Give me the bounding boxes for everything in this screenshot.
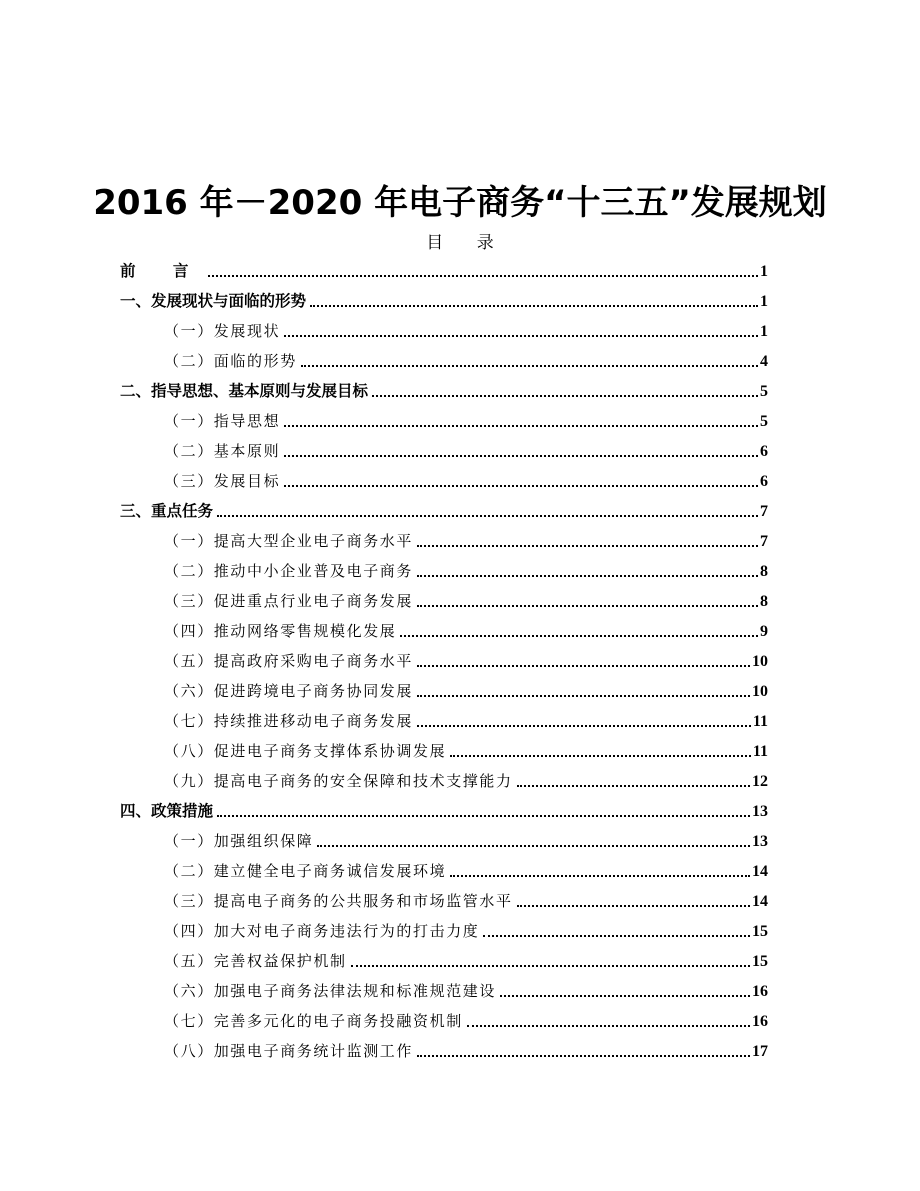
toc-entry[interactable] — [120, 856, 768, 886]
toc-dot-leader — [417, 545, 758, 547]
toc-dot-leader — [301, 365, 758, 367]
toc-entry[interactable] — [120, 736, 768, 766]
toc-entry[interactable] — [120, 616, 768, 646]
toc-entry-page-number: 11 — [752, 743, 768, 760]
toc-entry-label: （一）加强组织保障 — [164, 832, 314, 850]
toc-entry-label: （七）完善多元化的电子商务投融资机制 — [164, 1012, 463, 1030]
toc-entry-page-number: 16 — [752, 1013, 768, 1030]
toc-dot-leader — [351, 965, 750, 967]
toc-entry-page-number: 17 — [752, 1043, 768, 1060]
toc-entry-label: 前 言 — [120, 262, 205, 280]
toc-entry-label: （二）面临的形势 — [164, 352, 297, 370]
toc-entry-page-number: 11 — [752, 713, 768, 730]
toc-entry-page-number: 13 — [752, 803, 768, 820]
toc-entry[interactable] — [120, 286, 768, 316]
toc-entry-page-number: 10 — [752, 683, 768, 700]
toc-entry-page-number: 7 — [760, 503, 768, 520]
toc-entry[interactable] — [120, 556, 768, 586]
toc-entry[interactable] — [120, 406, 768, 436]
toc-entry-label: （四）推动网络零售规模化发展 — [164, 622, 397, 640]
toc-entry-label: 二、指导思想、基本原则与发展目标 — [120, 382, 369, 400]
toc-dot-leader — [417, 605, 758, 607]
toc-entry-page-number: 10 — [752, 653, 768, 670]
toc-dot-leader — [450, 875, 750, 877]
toc-entry-label: （五）提高政府采购电子商务水平 — [164, 652, 414, 670]
toc-dot-leader — [217, 515, 758, 517]
toc-dot-leader — [417, 725, 751, 727]
toc-entry[interactable] — [120, 256, 768, 286]
toc-entry-page-number: 12 — [752, 773, 768, 790]
document-title: 2016 年－2020 年电子商务“十三五”发展规划 — [93, 182, 827, 223]
toc-entry[interactable] — [120, 436, 768, 466]
toc-entry[interactable] — [120, 976, 768, 1006]
toc-entry-label: （六）促进跨境电子商务协同发展 — [164, 682, 414, 700]
toc-entry-page-number: 8 — [760, 593, 768, 610]
toc-dot-leader — [450, 755, 751, 757]
toc-entry[interactable] — [120, 496, 768, 526]
toc-entry-page-number: 9 — [760, 623, 768, 640]
toc-entry[interactable] — [120, 1006, 768, 1036]
toc-entry[interactable] — [120, 886, 768, 916]
toc-entry[interactable] — [120, 706, 768, 736]
toc-entry-label: （一）指导思想 — [164, 412, 281, 430]
toc-entry-label: （九）提高电子商务的安全保障和技术支撑能力 — [164, 772, 513, 790]
toc-entry-page-number: 8 — [760, 563, 768, 580]
toc-dot-leader — [284, 425, 758, 427]
toc-entry[interactable] — [120, 826, 768, 856]
toc-entry-label: （二）基本原则 — [164, 442, 281, 460]
toc-entry-label: （八）促进电子商务支撑体系协调发展 — [164, 742, 447, 760]
toc-entry-page-number: 15 — [752, 953, 768, 970]
toc-dot-leader — [310, 305, 758, 307]
toc-entry[interactable] — [120, 376, 768, 406]
toc-dot-leader — [417, 1055, 750, 1057]
toc-dot-leader — [284, 335, 758, 337]
toc-heading: 目 录 — [426, 233, 508, 253]
toc-entry-page-number: 7 — [760, 533, 768, 550]
toc-entry-label: （三）提高电子商务的公共服务和市场监管水平 — [164, 892, 513, 910]
toc-entry[interactable] — [120, 766, 768, 796]
toc-entry-label: （二）推动中小企业普及电子商务 — [164, 562, 414, 580]
toc-entry-label: （六）加强电子商务法律法规和标准规范建设 — [164, 982, 497, 1000]
toc-entry-label: （二）建立健全电子商务诚信发展环境 — [164, 862, 447, 880]
toc-entry-page-number: 5 — [760, 413, 768, 430]
toc-entry-label: （三）促进重点行业电子商务发展 — [164, 592, 414, 610]
toc-entry-page-number: 4 — [760, 353, 768, 370]
toc-dot-leader — [372, 395, 758, 397]
toc-entry[interactable] — [120, 346, 768, 376]
toc-entry-label: （四）加大对电子商务违法行为的打击力度 — [164, 922, 480, 940]
toc-entry-page-number: 6 — [760, 443, 768, 460]
toc-entry-page-number: 14 — [752, 863, 768, 880]
toc-entry-page-number: 1 — [760, 293, 768, 310]
toc-entry[interactable] — [120, 586, 768, 616]
toc-entry[interactable] — [120, 676, 768, 706]
toc-entry[interactable] — [120, 646, 768, 676]
toc-entry-page-number: 1 — [760, 263, 768, 280]
toc-entry[interactable] — [120, 946, 768, 976]
toc-dot-leader — [400, 635, 758, 637]
toc-entry-page-number: 5 — [760, 383, 768, 400]
toc-dot-leader — [500, 995, 750, 997]
toc-entry[interactable] — [120, 916, 768, 946]
toc-entry-label: 四、政策措施 — [120, 802, 214, 820]
toc-entry[interactable] — [120, 1036, 768, 1066]
toc-dot-leader — [284, 485, 758, 487]
toc-entry-label: （一）发展现状 — [164, 322, 281, 340]
toc-entry-page-number: 15 — [752, 923, 768, 940]
toc-dot-leader — [417, 665, 750, 667]
toc-entry-label: （七）持续推进移动电子商务发展 — [164, 712, 414, 730]
toc-dot-leader — [217, 815, 750, 817]
toc-entry[interactable] — [120, 526, 768, 556]
toc-dot-leader — [284, 455, 758, 457]
toc-entry-page-number: 13 — [752, 833, 768, 850]
toc-entry-label: （一）提高大型企业电子商务水平 — [164, 532, 414, 550]
toc-dot-leader — [417, 695, 750, 697]
toc-dot-leader — [208, 275, 758, 277]
toc-entry-label: 三、重点任务 — [120, 502, 214, 520]
toc-entry-page-number: 16 — [752, 983, 768, 1000]
toc-entry-label: （三）发展目标 — [164, 472, 281, 490]
toc-entry-label: （五）完善权益保护机制 — [164, 952, 347, 970]
toc-entry-label: 一、发展现状与面临的形势 — [120, 292, 307, 310]
toc-entry[interactable] — [120, 316, 768, 346]
toc-entry-page-number: 6 — [760, 473, 768, 490]
toc-dot-leader — [517, 785, 750, 787]
toc-dot-leader — [517, 905, 750, 907]
table-of-contents — [120, 256, 768, 1066]
toc-entry-page-number: 1 — [760, 323, 768, 340]
toc-dot-leader — [317, 845, 750, 847]
toc-dot-leader — [417, 575, 758, 577]
toc-dot-leader — [483, 935, 750, 937]
toc-dot-leader — [467, 1025, 750, 1027]
toc-entry-label: （八）加强电子商务统计监测工作 — [164, 1042, 414, 1060]
toc-entry[interactable] — [120, 466, 768, 496]
toc-entry-page-number: 14 — [752, 893, 768, 910]
toc-entry[interactable] — [120, 796, 768, 826]
